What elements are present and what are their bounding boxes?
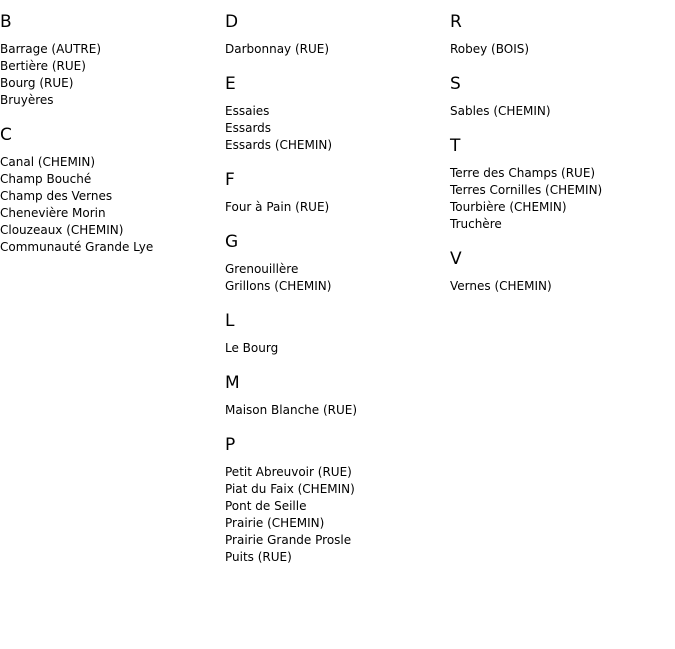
index-column-3 (450, 12, 670, 311)
entry-item: Barrage (AUTRE) (0, 42, 102, 56)
entry-list (225, 464, 445, 566)
entry-item: Canal (CHEMIN) (0, 155, 96, 169)
entry-item: Four à Pain (RUE) (225, 200, 330, 214)
entry-item: Bruyères (0, 93, 54, 107)
entry-item: Bertière (RUE) (0, 59, 86, 73)
section-letter-heading: R (450, 12, 462, 32)
section-letter-heading: T (450, 136, 461, 156)
section-letter-heading: P (225, 435, 236, 455)
entry-list (225, 402, 445, 419)
entry-item: Communauté Grande Lye (0, 240, 154, 254)
entry-list (225, 41, 445, 58)
entry-item: Grenouillère (225, 262, 299, 276)
entry-item: Robey (BOIS) (450, 42, 530, 56)
entry-item: Chenevière Morin (0, 206, 106, 220)
index-section-g (225, 232, 445, 295)
index-section-c (0, 125, 220, 256)
index-section-d (225, 12, 445, 58)
index-column-2 (225, 12, 445, 582)
entry-item: Puits (RUE) (225, 550, 292, 564)
index-section-e (225, 74, 445, 154)
index-section-p (225, 435, 445, 566)
entry-list (225, 199, 445, 216)
entry-list (450, 278, 670, 295)
section-letter-heading: M (225, 373, 240, 393)
section-letter-heading: D (225, 12, 239, 32)
section-letter-heading: V (450, 249, 462, 269)
entry-item: Pont de Seille (225, 499, 307, 513)
entry-item: Vernes (CHEMIN) (450, 279, 552, 293)
entry-item: Champ des Vernes (0, 189, 113, 203)
section-letter-heading: G (225, 232, 239, 252)
entry-item: Prairie Grande Prosle (225, 533, 352, 547)
entry-list (225, 103, 445, 154)
index-section-b (0, 12, 220, 109)
entry-item: Grillons (CHEMIN) (225, 279, 332, 293)
entry-item: Darbonnay (RUE) (225, 42, 330, 56)
index-section-m (225, 373, 445, 419)
entry-item: Clouzeaux (CHEMIN) (0, 223, 124, 237)
index-section-s (450, 74, 670, 120)
section-letter-heading: F (225, 170, 235, 190)
entry-item: Essards (225, 121, 272, 135)
entry-item: Piat du Faix (CHEMIN) (225, 482, 355, 496)
entry-item: Terres Cornilles (CHEMIN) (450, 183, 603, 197)
entry-item: Tourbière (CHEMIN) (450, 200, 567, 214)
entry-item: Petit Abreuvoir (RUE) (225, 465, 352, 479)
entry-list (0, 154, 220, 256)
entry-list (450, 41, 670, 58)
entry-item: Sables (CHEMIN) (450, 104, 551, 118)
entry-item: Terre des Champs (RUE) (450, 166, 596, 180)
entry-item: Bourg (RUE) (0, 76, 74, 90)
entry-list (225, 261, 445, 295)
index-section-r (450, 12, 670, 58)
entry-item: Champ Bouché (0, 172, 92, 186)
entry-item: Maison Blanche (RUE) (225, 403, 358, 417)
index-section-v (450, 249, 670, 295)
section-letter-heading: S (450, 74, 461, 94)
section-letter-heading: B (0, 12, 12, 32)
index-section-f (225, 170, 445, 216)
entry-item: Essaies (225, 104, 270, 118)
section-letter-heading: C (0, 125, 12, 145)
section-letter-heading: L (225, 311, 235, 331)
index-section-t (450, 136, 670, 233)
entry-list (225, 340, 445, 357)
entry-item: Prairie (CHEMIN) (225, 516, 325, 530)
entry-item: Essards (CHEMIN) (225, 138, 333, 152)
entry-list (450, 103, 670, 120)
entry-list (0, 41, 220, 109)
section-letter-heading: E (225, 74, 236, 94)
index-section-l (225, 311, 445, 357)
entry-item: Truchère (450, 217, 502, 231)
entry-item: Le Bourg (225, 341, 279, 355)
index-column-1 (0, 12, 220, 272)
entry-list (450, 165, 670, 233)
